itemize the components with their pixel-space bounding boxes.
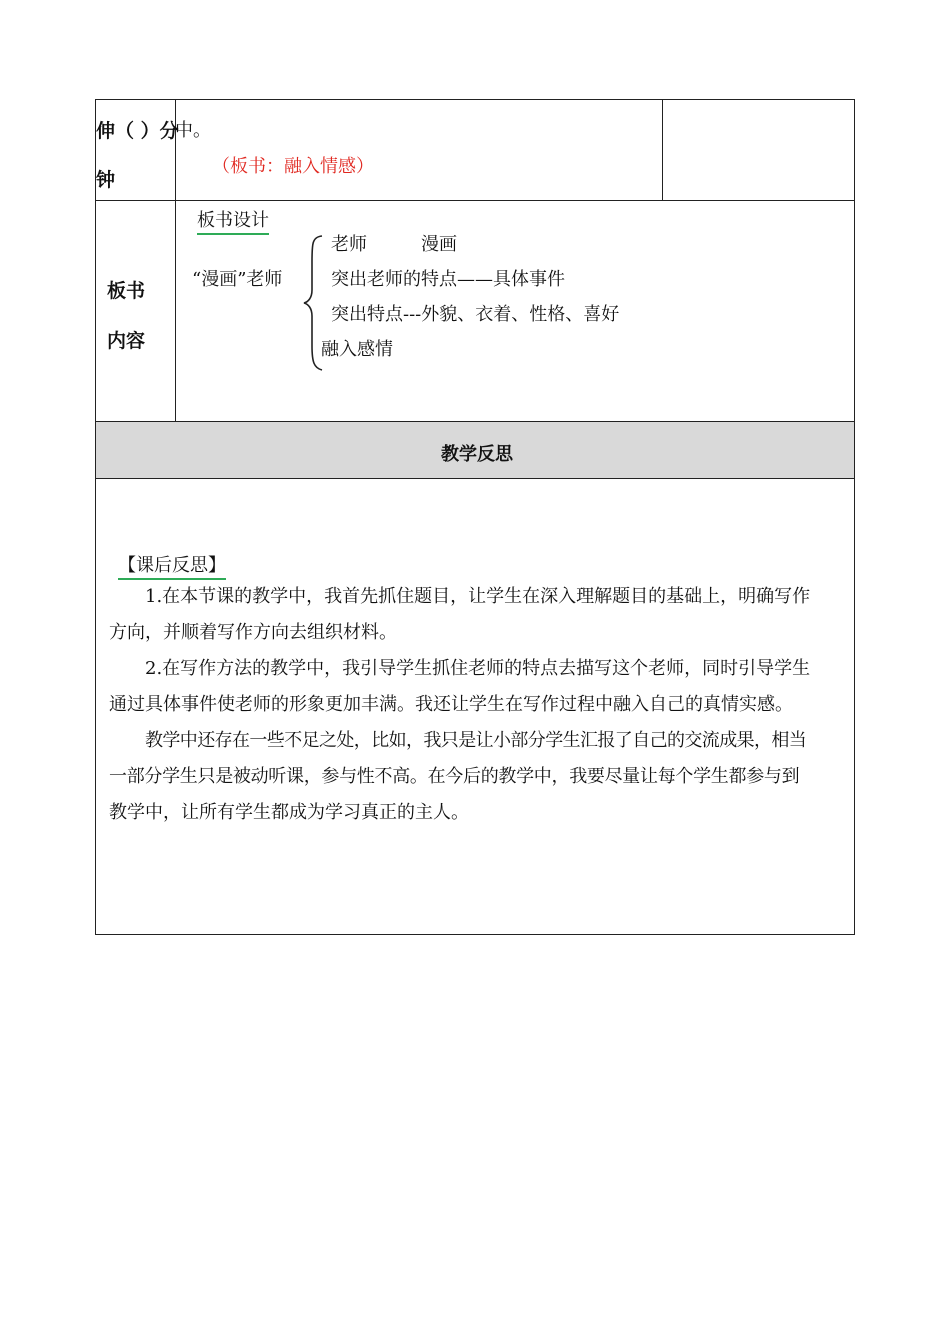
reflection-p3-line1: 教学中还存在一些不足之处，比如，我只是让小部分学生汇报了自己的交流成果，相当 — [145, 730, 807, 751]
col-divider-1 — [175, 99, 176, 421]
board-label-line2: 内容 — [107, 330, 146, 352]
reflection-p3-line3: 教学中，让所有学生都成为学习真正的主人。 — [109, 802, 469, 823]
board-note: （板书：融入情感） — [212, 156, 374, 177]
reflection-p2-line1: 2.在写作方法的教学中，我引导学生抓住老师的特点去描写这个老师，同时引导学生 — [145, 658, 811, 679]
row-divider-1 — [95, 200, 855, 201]
reflection-p2-line2: 通过具体事件使老师的形象更加丰满。我还让学生在写作过程中融入自己的真情实感。 — [109, 694, 793, 715]
reflection-p1-line1: 1.在本节课的教学中，我首先抓住题目，让学生在深入理解题目的基础上，明确写作 — [145, 586, 811, 607]
reflection-p3-line2: 一部分学生只是被动听课，参与性不高。在今后的教学中，我要尽量让每个学生都参与到 — [109, 766, 800, 787]
reflection-header: 教学反思 — [441, 444, 513, 465]
reflection-p1-line2: 方向，并顺着写作方向去组织材料。 — [109, 622, 397, 643]
col-divider-2 — [662, 99, 663, 201]
reflection-subtitle: 【课后反思】 — [118, 551, 226, 580]
board-root: “漫画”老师 — [192, 269, 283, 290]
row-divider-3 — [95, 478, 855, 479]
time-label-line2: 钟 — [96, 169, 116, 191]
time-label-line1: 伸（ ）分 — [96, 120, 179, 142]
board-branch-1: 老师 漫画 — [331, 234, 457, 255]
board-design-title: 板书设计 — [197, 206, 269, 235]
board-branch-4: 融入感情 — [321, 339, 393, 360]
row1-content-line1: 中。 — [175, 120, 211, 141]
board-branch-3: 突出特点---外貌、衣着、性格、喜好 — [331, 304, 620, 325]
board-label-line1: 板书 — [107, 280, 146, 302]
board-branch-2: 突出老师的特点——具体事件 — [331, 269, 565, 290]
